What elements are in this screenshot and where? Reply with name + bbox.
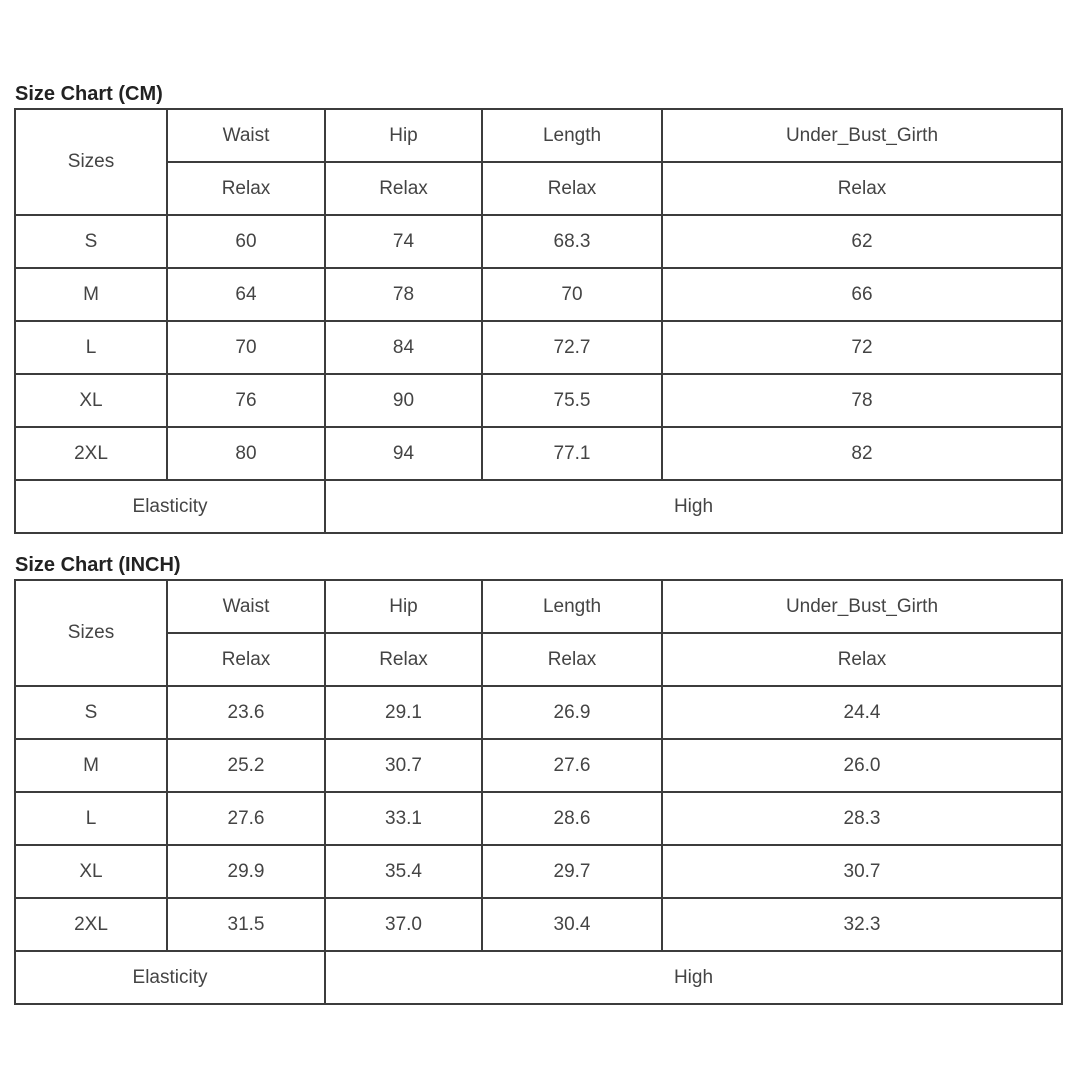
table-row — [15, 898, 1062, 951]
value-cell: 84 — [325, 321, 482, 374]
value-cell: 27.6 — [167, 792, 325, 845]
subheader-cell: Relax — [325, 162, 482, 215]
size-table — [14, 579, 1063, 1005]
size-cell: XL — [15, 374, 167, 427]
size-cell: L — [15, 792, 167, 845]
table-row — [15, 268, 1062, 321]
table-row — [15, 739, 1062, 792]
value-cell: 31.5 — [167, 898, 325, 951]
value-cell: 77.1 — [482, 427, 662, 480]
size-cell: XL — [15, 845, 167, 898]
subheader-cell: Relax — [662, 633, 1062, 686]
value-cell: 76 — [167, 374, 325, 427]
table-row — [15, 321, 1062, 374]
value-cell: 33.1 — [325, 792, 482, 845]
value-cell: 30.4 — [482, 898, 662, 951]
column-header-waist: Waist — [167, 109, 325, 162]
value-cell: 82 — [662, 427, 1062, 480]
elasticity-row — [15, 951, 1062, 1004]
value-cell: 29.1 — [325, 686, 482, 739]
size-chart-cm — [14, 80, 1063, 534]
subheader-cell: Relax — [167, 633, 325, 686]
value-cell: 23.6 — [167, 686, 325, 739]
value-cell: 62 — [662, 215, 1062, 268]
subheader-cell: Relax — [662, 162, 1062, 215]
value-cell: 35.4 — [325, 845, 482, 898]
size-cell: L — [15, 321, 167, 374]
table-row — [15, 792, 1062, 845]
size-cell: 2XL — [15, 427, 167, 480]
header-row — [15, 580, 1062, 633]
value-cell: 94 — [325, 427, 482, 480]
value-cell: 30.7 — [325, 739, 482, 792]
subheader-cell: Relax — [482, 633, 662, 686]
value-cell: 68.3 — [482, 215, 662, 268]
table-row — [15, 427, 1062, 480]
elasticity-value: High — [325, 480, 1062, 533]
column-header-hip: Hip — [325, 109, 482, 162]
value-cell: 74 — [325, 215, 482, 268]
subheader-cell: Relax — [482, 162, 662, 215]
value-cell: 60 — [167, 215, 325, 268]
column-header-length: Length — [482, 109, 662, 162]
column-header-under-bust-girth: Under_Bust_Girth — [662, 109, 1062, 162]
value-cell: 70 — [482, 268, 662, 321]
subheader-row — [15, 633, 1062, 686]
value-cell: 24.4 — [662, 686, 1062, 739]
elasticity-value: High — [325, 951, 1062, 1004]
value-cell: 72 — [662, 321, 1062, 374]
column-header-waist: Waist — [167, 580, 325, 633]
elasticity-row — [15, 480, 1062, 533]
value-cell: 28.6 — [482, 792, 662, 845]
chart-title: Size Chart (CM) — [15, 83, 163, 105]
table-row — [15, 845, 1062, 898]
size-cell: 2XL — [15, 898, 167, 951]
column-header-hip: Hip — [325, 580, 482, 633]
size-chart-inch — [14, 551, 1063, 1005]
value-cell: 72.7 — [482, 321, 662, 374]
value-cell: 66 — [662, 268, 1062, 321]
table-row — [15, 374, 1062, 427]
sizes-header: Sizes — [15, 580, 167, 686]
value-cell: 75.5 — [482, 374, 662, 427]
value-cell: 32.3 — [662, 898, 1062, 951]
elasticity-label: Elasticity — [15, 951, 325, 1004]
size-table — [14, 108, 1063, 534]
value-cell: 25.2 — [167, 739, 325, 792]
header-row — [15, 109, 1062, 162]
table-row — [15, 215, 1062, 268]
subheader-cell: Relax — [325, 633, 482, 686]
column-header-under-bust-girth: Under_Bust_Girth — [662, 580, 1062, 633]
value-cell: 26.9 — [482, 686, 662, 739]
elasticity-label: Elasticity — [15, 480, 325, 533]
subheader-row — [15, 162, 1062, 215]
value-cell: 80 — [167, 427, 325, 480]
value-cell: 64 — [167, 268, 325, 321]
column-header-length: Length — [482, 580, 662, 633]
table-row — [15, 686, 1062, 739]
value-cell: 78 — [325, 268, 482, 321]
value-cell: 78 — [662, 374, 1062, 427]
value-cell: 37.0 — [325, 898, 482, 951]
value-cell: 29.9 — [167, 845, 325, 898]
value-cell: 28.3 — [662, 792, 1062, 845]
subheader-cell: Relax — [167, 162, 325, 215]
size-cell: M — [15, 739, 167, 792]
value-cell: 27.6 — [482, 739, 662, 792]
value-cell: 90 — [325, 374, 482, 427]
value-cell: 30.7 — [662, 845, 1062, 898]
size-cell: S — [15, 215, 167, 268]
chart-title: Size Chart (INCH) — [15, 554, 181, 576]
size-cell: S — [15, 686, 167, 739]
size-cell: M — [15, 268, 167, 321]
sizes-header: Sizes — [15, 109, 167, 215]
value-cell: 29.7 — [482, 845, 662, 898]
value-cell: 26.0 — [662, 739, 1062, 792]
value-cell: 70 — [167, 321, 325, 374]
